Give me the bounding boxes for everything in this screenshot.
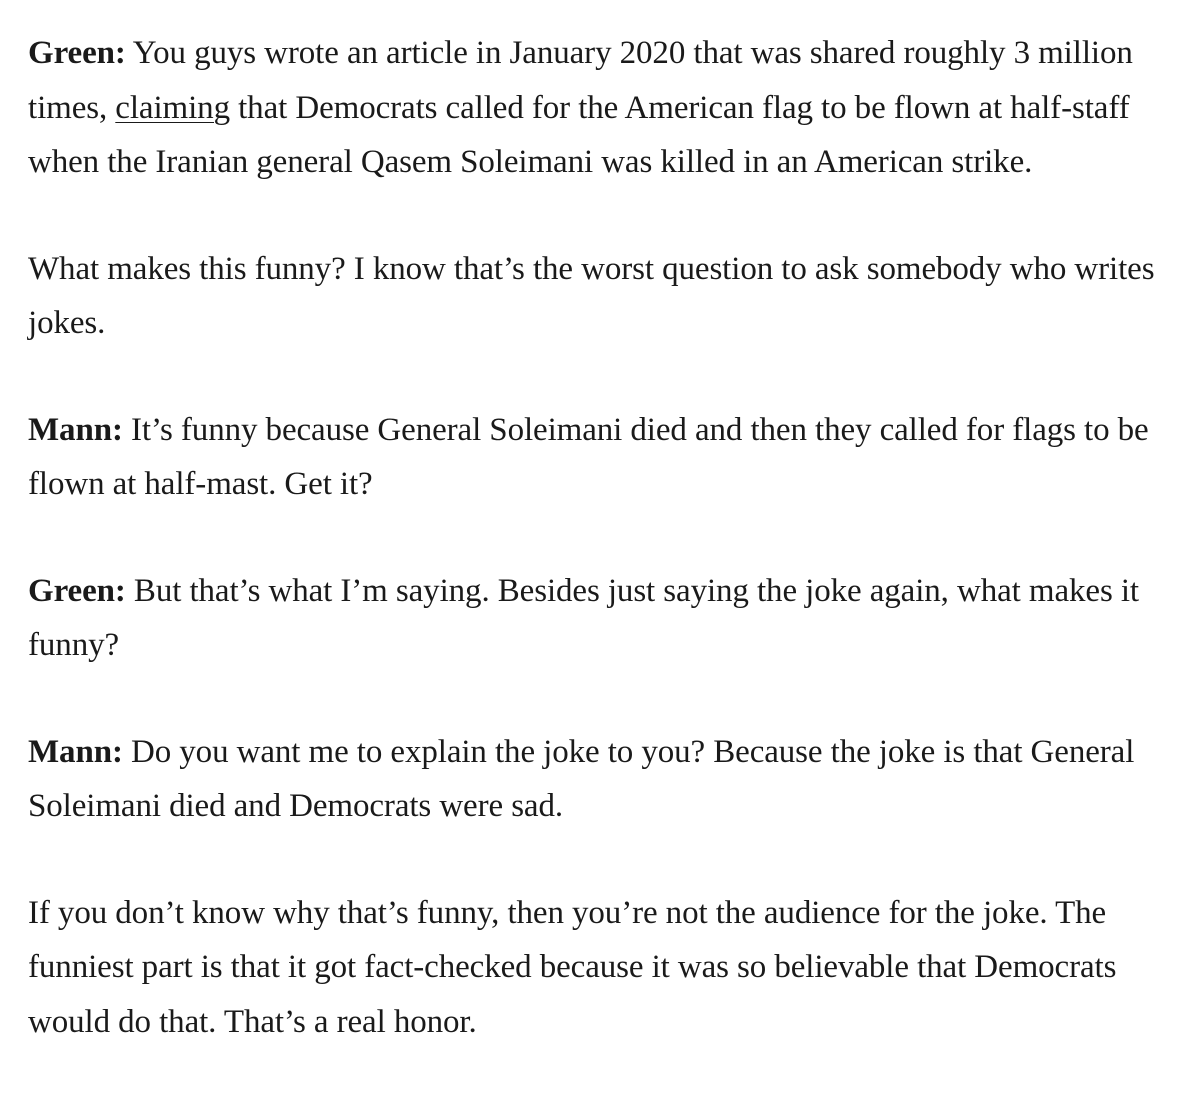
paragraph-5 [28, 725, 1160, 834]
paragraph-2 [28, 242, 1160, 351]
paragraph-4 [28, 564, 1160, 673]
paragraph-6 [28, 886, 1160, 1050]
paragraph-text: It’s funny because General Soleimani died and then they called for flags to be flown at half-mast. Get it? [28, 411, 1149, 502]
speaker-label-mann: Mann: [28, 733, 123, 770]
speaker-label-green: Green: [28, 572, 126, 609]
paragraph-1 [28, 26, 1160, 190]
paragraph-text: You guys wrote an article in January 2020 that was shared roughly 3 million times, [28, 35, 1133, 126]
paragraph-text: that Democrats called for the American flag to be flown at half-staff when the Iranian general Qasem Soleimani was killed in an American strike. [28, 89, 1130, 180]
paragraph-text: Do you want me to explain the joke to you? Because the joke is that General Soleimani died and Democrats were sad. [28, 733, 1135, 824]
claiming-link[interactable]: claiming [115, 89, 230, 126]
speaker-label-mann: Mann: [28, 411, 123, 448]
paragraph-text: But that’s what I’m saying. Besides just saying the joke again, what makes it funny? [28, 572, 1139, 663]
paragraph-text: If you don’t know why that’s funny, then you’re not the audience for the joke. The funniest part is that it got fact-checked because it was so believable that Democrats would do that. That’s a real honor. [28, 894, 1117, 1040]
speaker-label-green: Green: [28, 35, 126, 71]
paragraph-3 [28, 403, 1160, 512]
paragraph-text: What makes this funny? I know that’s the worst question to ask somebody who writes jokes. [28, 250, 1155, 341]
